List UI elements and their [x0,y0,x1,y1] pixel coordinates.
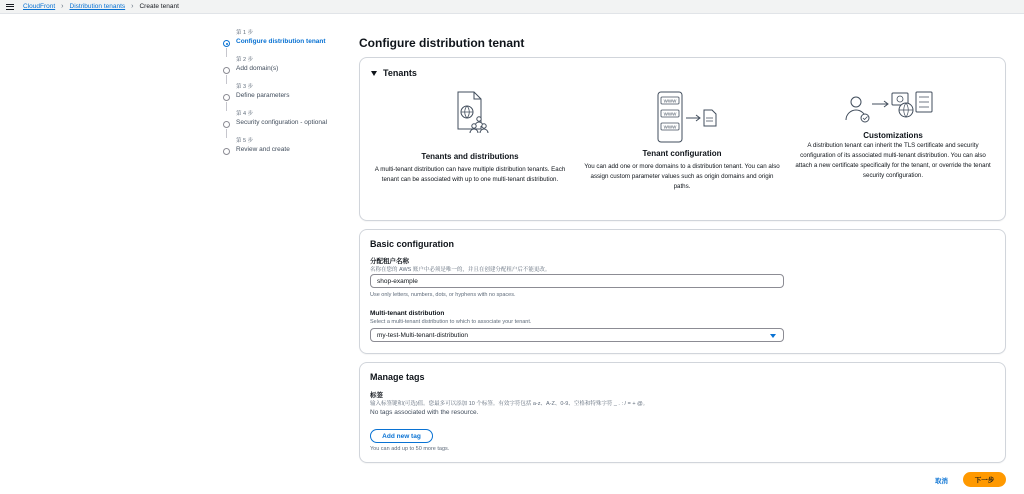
column-title: Tenant configuration [642,149,722,158]
step-number: 第 2 步 [236,57,254,63]
tenant-name-label: 分配租户名称 [370,258,409,265]
section-title: Manage tags [370,372,425,382]
section-title: Basic configuration [370,239,455,249]
step-title: Define parameters [236,92,290,99]
step-4[interactable] [222,111,352,138]
breadcrumb-cloudfront[interactable]: CloudFront [23,3,56,10]
step-number: 第 3 步 [236,84,254,90]
step-indicator-icon [223,121,230,128]
customizations-icon [838,88,948,130]
svg-text:WWW: WWW [663,98,677,104]
tenant-configuration-column [582,88,782,192]
tags-description: 输入标签键和(可选)值。您最多可以添加 10 个标签。有效字符包括 a-z、A-Z、0-9、空格和特殊字符 _ . : / = + @。 [370,401,649,407]
multi-tenant-distribution-select[interactable] [370,328,784,342]
select-value: my-test-Multi-tenant-distribution [377,331,469,339]
cancel-button[interactable]: 取消 [935,478,948,485]
step-title: Configure distribution tenant [236,38,326,45]
column-title: Customizations [863,131,923,140]
basic-configuration-panel [359,229,1006,354]
step-connector [226,75,227,84]
chevron-right-icon: › [61,3,64,10]
step-connector [226,102,227,111]
step-number: 第 5 步 [236,138,254,144]
column-description: You can add one or more domains to a distribution tenant. You can also assign custom parameter values such as origin domains and origin paths. [584,163,780,190]
step-connector [226,48,227,57]
customizations-column [793,88,993,181]
svg-text:WWW: WWW [663,111,677,117]
manage-tags-panel [359,362,1006,463]
step-indicator-icon [223,148,230,155]
add-new-tag-button[interactable]: Add new tag [370,429,433,443]
step-title: Security configuration - optional [236,119,328,126]
caret-down-icon [371,71,377,76]
step-connector [226,129,227,138]
chevron-right-icon: › [131,3,134,10]
tenants-distributions-column [370,88,570,185]
tags-label: 标签 [370,392,383,399]
column-description: A distribution tenant can inherit the TLS certificate and security configuration of its associated multi-tenant distribution. You can also attach a new certificate specifically for the tenant, or override the tenant security configuration. [795,142,991,179]
no-tags-message: No tags associated with the resource. [370,409,479,416]
step-5[interactable] [222,138,352,165]
tenants-header-label: Tenants [383,68,417,78]
tenant-name-input[interactable]: shop-example [370,274,784,288]
step-indicator-icon [223,67,230,74]
next-button[interactable]: 下一步 [963,472,1006,487]
step-indicator-icon [223,94,230,101]
step-2[interactable] [222,57,352,84]
tenants-panel [359,57,1006,221]
svg-text:WWW: WWW [663,124,677,130]
tenants-distributions-icon [448,88,492,138]
tenants-expand-toggle[interactable] [371,68,417,78]
breadcrumb-current: Create tenant [139,3,179,10]
step-title: Review and create [236,146,290,153]
caret-down-icon [770,334,776,338]
column-title: Tenants and distributions [421,152,519,161]
page-title: Configure distribution tenant [359,36,525,50]
hamburger-menu-icon[interactable] [6,4,14,10]
step-3[interactable] [222,84,352,111]
breadcrumb-bar [0,0,1024,14]
wizard-steps [222,30,352,165]
step-active-indicator-icon [223,40,230,47]
step-number: 第 4 步 [236,111,254,117]
multi-tenant-distribution-label: Multi-tenant distribution [370,310,445,317]
column-description: A multi-tenant distribution can have multiple distribution tenants. Each tenant can be associated with up to one multi-tenant distribution. [374,166,566,183]
tenant-name-description: 名称在您的 AWS 账户中必须是唯一的，并且在创建分配租户后不能更改。 [370,267,551,273]
step-1[interactable] [222,30,352,57]
multi-tenant-distribution-description: Select a multi-tenant distribution to which to associate your tenant. [370,319,532,325]
tenant-configuration-icon [632,88,732,146]
breadcrumb-distribution-tenants[interactable]: Distribution tenants [69,3,126,10]
tags-limit-text: You can add up to 50 more tags. [370,446,450,452]
step-title: Add domain(s) [236,65,279,72]
tenant-name-constraint: Use only letters, numbers, dots, or hyphens with no spaces. [370,292,516,298]
step-number: 第 1 步 [236,30,254,36]
